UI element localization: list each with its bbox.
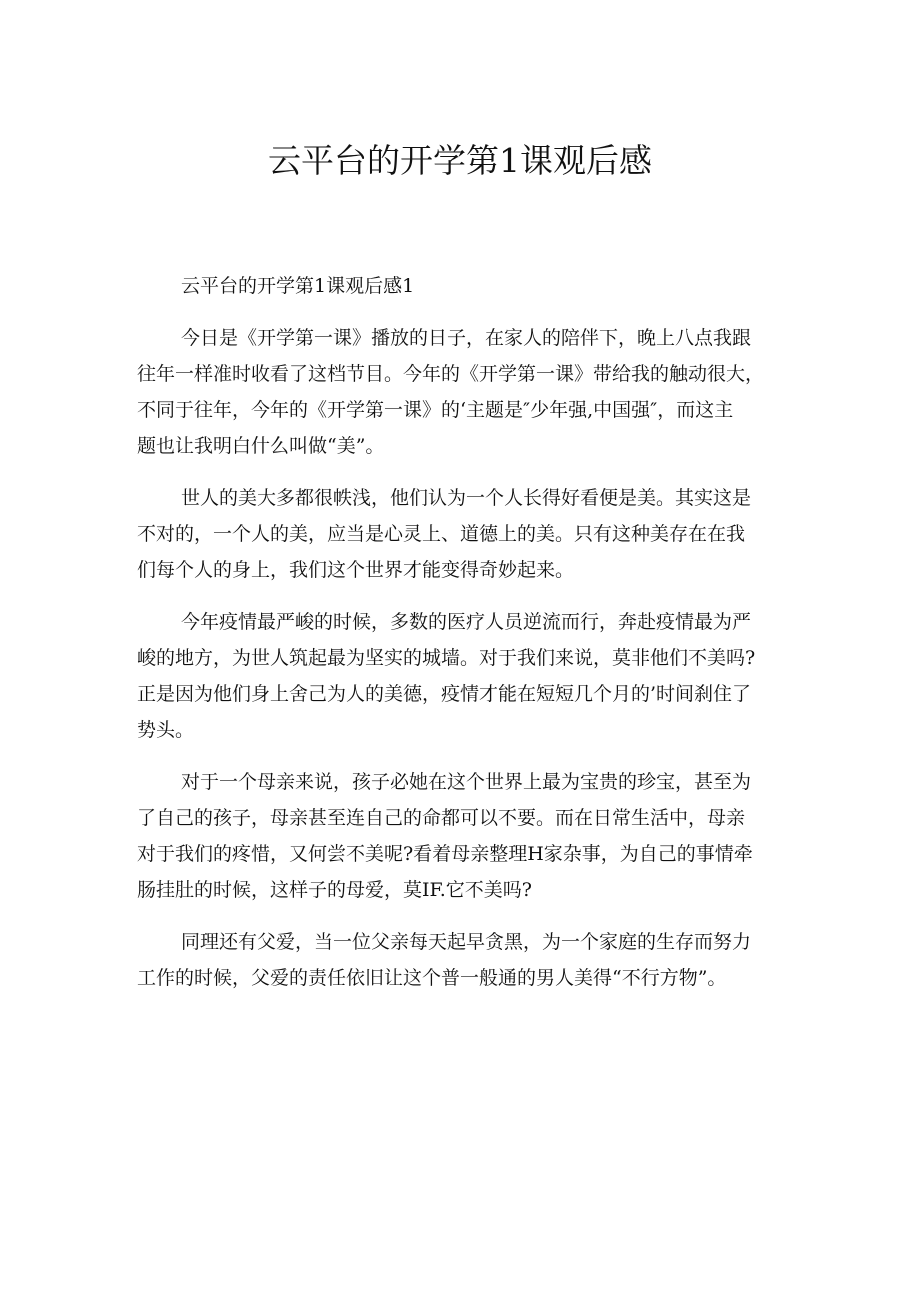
paragraph-line: 对于我们的疼惜，又何尝不美呢?看着母亲整理H家杂事，为自己的事情牵 (137, 843, 753, 865)
paragraph-line: 往年一样准时收看了这档节目。今年的《开学第一课》带给我的触动很大， (137, 363, 765, 385)
paragraph-line: 今日是《开学第一课》播放的日子，在家人的陪伴下，晚上八点我跟 (181, 327, 752, 349)
paragraph-line: 不对的，一个人的美，应当是心灵上、道德上的美。只有这种美存在在我 (137, 523, 746, 545)
paragraph-line: 峻的地方，为世人筑起最为坚实的城墙。对于我们来说，莫非他们不美吗? (137, 647, 756, 669)
paragraph-line: 同理还有父爱，当一位父亲每天起早贪黑，为一个家庭的生存而努力 (181, 931, 752, 953)
document-title: 云平台的开学第1课观后感 (268, 141, 652, 180)
paragraph-line: 正是因为他们身上舍己为人的美德，疫情才能在短短几个月的’时间刹住了 (137, 683, 752, 705)
paragraph-line: 今年疫情最严峻的时候，多数的医疗人员逆流而行，奔赴疫情最为严 (181, 611, 752, 633)
paragraph-line: 题也让我明白什么叫做“美”。 (137, 435, 385, 457)
paragraph-4 (137, 764, 797, 908)
paragraph-subtitle (137, 268, 797, 304)
paragraph-3 (137, 604, 797, 748)
paragraph-line: 肠挂肚的时候，这样子的母爱，莫IF.它不美吗? (137, 879, 532, 901)
paragraph-5 (137, 924, 797, 996)
paragraph-line: 对于一个母亲来说，孩子必她在这个世界上最为宝贵的珍宝，甚至为 (181, 771, 752, 793)
paragraph-2 (137, 480, 797, 588)
paragraph-line: 工作的时候，父爱的责任依旧让这个普一般通的男人美得“不行方物”。 (137, 967, 727, 989)
paragraph-line: 世人的美大多都很帙浅，他们认为一个人长得好看便是美。其实这是 (181, 487, 752, 509)
document-body (137, 268, 797, 1012)
paragraph-line: 们每个人的身上，我们这个世界才能变得奇妙起来。 (137, 559, 575, 581)
paragraph-1 (137, 320, 797, 464)
paragraph-line: 不同于往年，今年的《开学第一课》的‘主题是″少年强,中国强″，而这主 (137, 399, 734, 421)
paragraph-line: 了自己的孩子，母亲甚至连自己的命都可以不要。而在日常生活中，母亲 (137, 807, 746, 829)
paragraph-line: 云平台的开学第1课观后感1 (181, 275, 415, 297)
paragraph-line: 势头。 (137, 719, 195, 741)
